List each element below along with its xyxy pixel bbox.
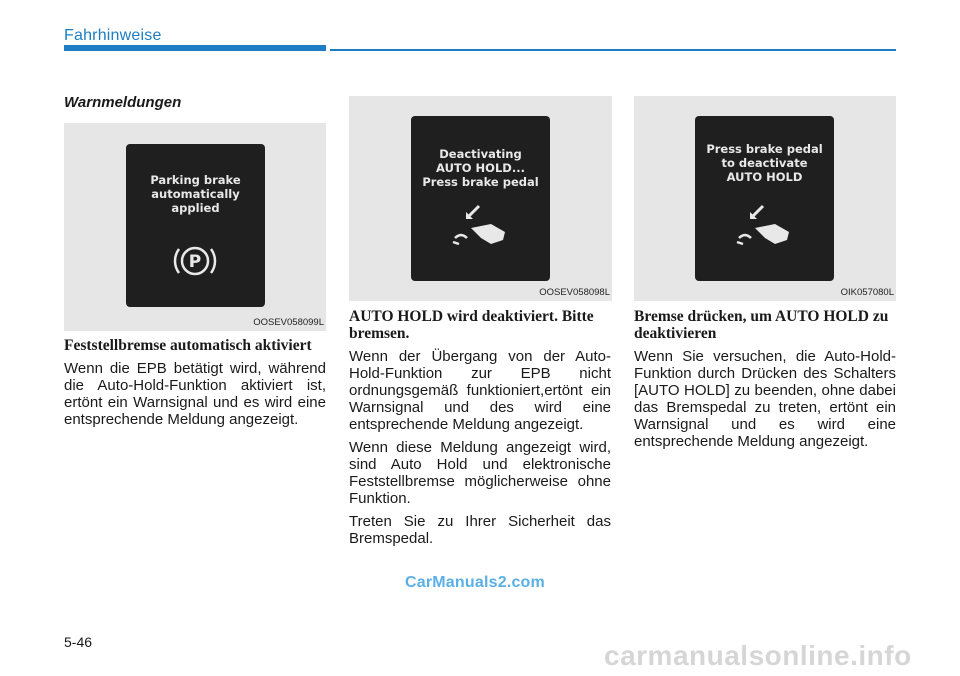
- footer-watermark: carmanualsonline.info: [604, 640, 912, 671]
- display-screen: [126, 144, 265, 307]
- watermark-link[interactable]: CarManuals2.com: [405, 574, 545, 591]
- column-paragraph: Wenn Sie versuchen, die Auto-Hold-Funktion durch Drücken des Schalters [AUTO HOLD] zu beenden, ohne dabei das Bremspedal zu treten, ertönt ein Warnsignal und es wird eine entsprechende Meldung angezeigt.: [634, 348, 896, 450]
- display-screen: [695, 116, 834, 281]
- figure-code: OOSEV058098L: [539, 287, 610, 298]
- column-paragraph: Treten Sie zu Ihrer Sicherheit das Bremspedal.: [349, 513, 611, 547]
- display-message: Press brake pedal to deactivate AUTO HOLD: [706, 142, 823, 184]
- column-paragraph: Wenn diese Meldung angezeigt wird, sind Auto Hold und elektronische Feststellbremse möglicherweise ohne Funktion.: [349, 439, 611, 507]
- brake-pedal-icon: [451, 204, 511, 254]
- header-rule-thin: [330, 49, 896, 51]
- figure-code: OIK057080L: [840, 287, 894, 298]
- display-screen: [411, 116, 550, 281]
- column-parking-brake: [64, 337, 326, 434]
- section-title: Warnmeldungen: [64, 94, 182, 111]
- column-heading: Bremse drücken, um AUTO HOLD zu deaktivieren: [634, 308, 889, 342]
- header-rule-thick: [64, 45, 326, 51]
- figure-parking-brake: [64, 123, 326, 331]
- figure-deactivating-auto-hold: [349, 96, 612, 301]
- header-title: Fahrhinweise: [64, 27, 162, 44]
- display-message: Parking brake automatically applied: [150, 173, 241, 215]
- svg-text:P: P: [188, 252, 202, 272]
- figure-press-brake-pedal: [634, 96, 896, 301]
- column-heading: Feststellbremse automatisch aktiviert: [64, 337, 312, 354]
- display-message: Deactivating AUTO HOLD... Press brake pedal: [422, 147, 539, 189]
- column-heading: AUTO HOLD wird deaktiviert. Bitte bremsen.: [349, 308, 594, 342]
- column-paragraph: Wenn die EPB betätigt wird, während die Auto-Hold-Funktion aktiviert ist, ertönt ein Warnsignal und es wird eine entsprechende Meldung angezeigt.: [64, 360, 326, 428]
- brake-pedal-icon: [735, 204, 795, 254]
- page-number: 5-46: [64, 634, 93, 650]
- parking-brake-icon: [171, 241, 219, 281]
- column-paragraph: Wenn der Übergang von der Auto-Hold-Funktion zur EPB nicht ordnungsgemäß funktioniert,ertönt ein Warnsignal und des wird eine entsprechende Meldung angezeigt.: [349, 348, 611, 433]
- column-press-brake-pedal: [634, 308, 896, 456]
- column-deactivating-auto-hold: [349, 308, 611, 553]
- figure-code: OOSEV058099L: [253, 317, 324, 328]
